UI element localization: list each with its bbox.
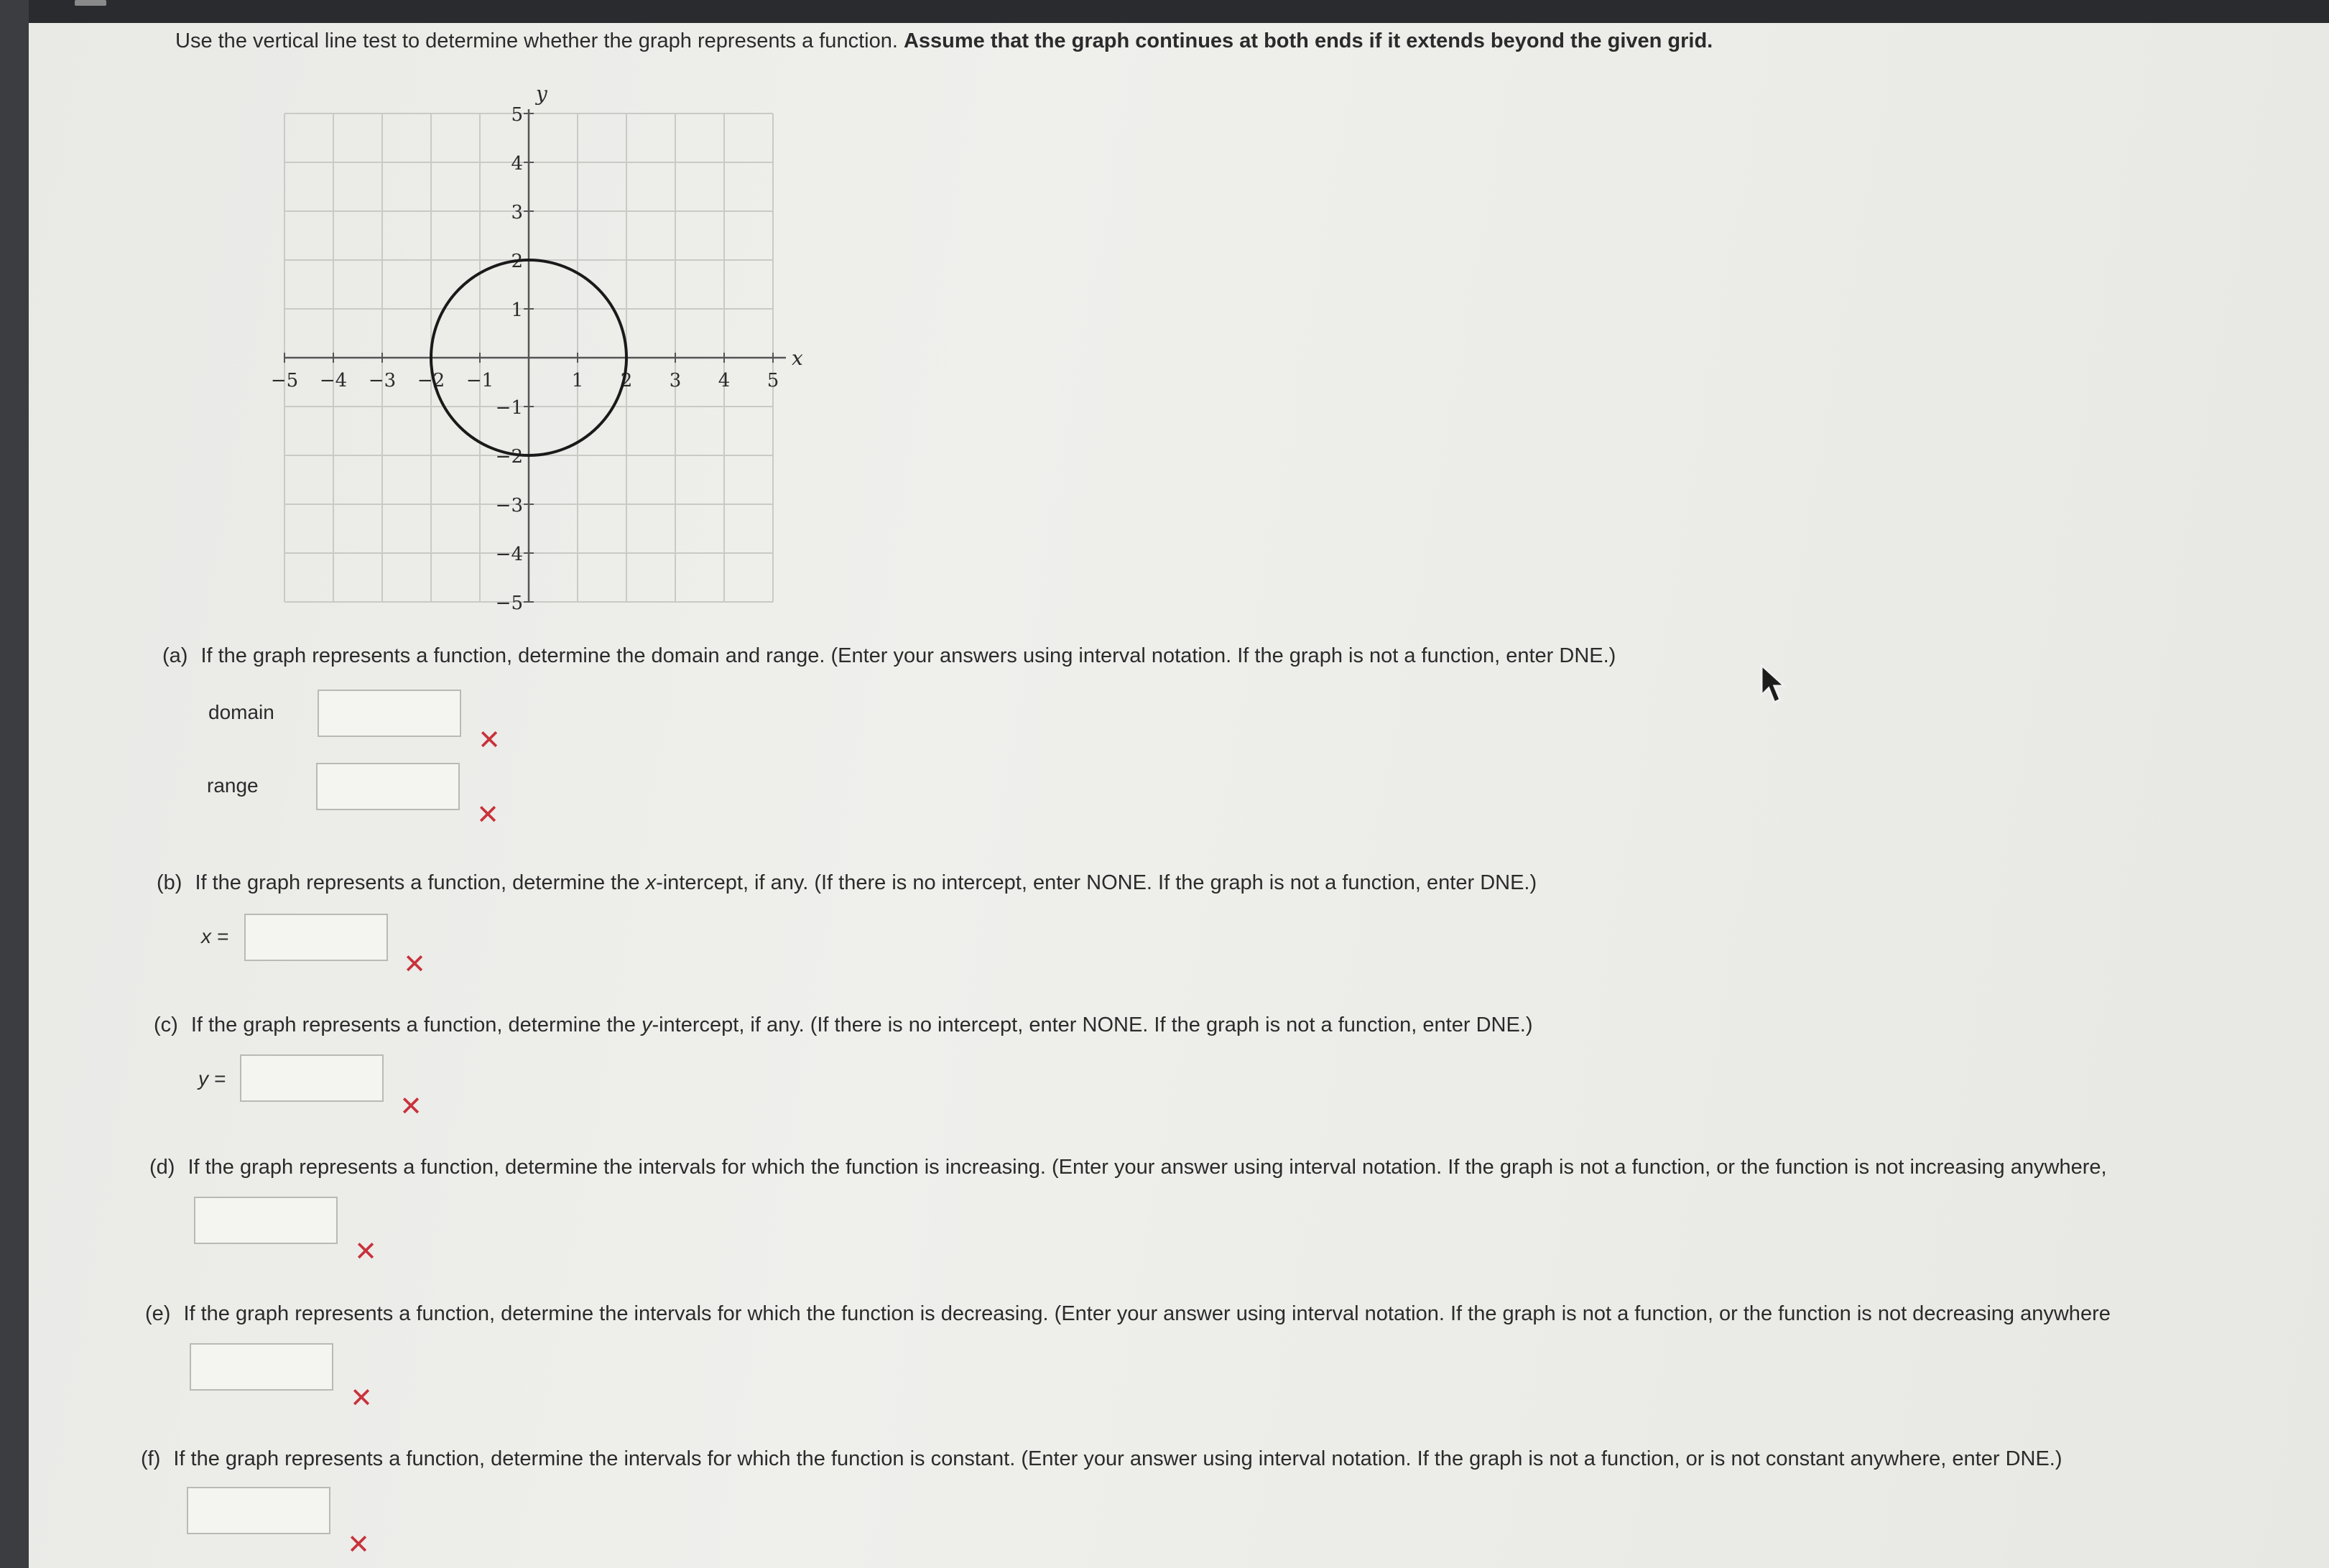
range-input[interactable] <box>316 763 460 810</box>
window-grip <box>75 0 106 6</box>
part-f-text: If the graph represents a function, determine the intervals for which the function is constant. (Enter your answer using interval notation. If the graph is not a function, or is not constant anywhere, enter DNE.) <box>173 1447 2062 1470</box>
part-a-letter: (a) <box>162 644 188 667</box>
part-b-question <box>157 871 1537 895</box>
x-tick-label: −1 <box>466 370 494 391</box>
range-label: range <box>207 774 259 797</box>
increasing-incorrect-icon: ✕ <box>354 1237 377 1267</box>
part-e-text: If the graph represents a function, determine the intervals for which the function is decreasing. (Enter your answer using interval notation. If the graph is not a function, or the function is not decreasing anywhere <box>183 1302 2111 1325</box>
graph-axes <box>284 109 786 602</box>
domain-input[interactable] <box>318 690 461 737</box>
decreasing-input[interactable] <box>190 1343 333 1391</box>
y-tick-label: 5 <box>511 104 523 126</box>
x-tick-label: −4 <box>319 370 348 391</box>
x-axis-label: x <box>792 346 803 370</box>
y-intercept-incorrect-icon: ✕ <box>399 1092 422 1122</box>
y-tick-label: −5 <box>495 593 523 614</box>
part-c-letter: (c) <box>154 1013 178 1036</box>
decreasing-incorrect-icon: ✕ <box>350 1383 373 1414</box>
x-tick-label: 1 <box>571 370 584 391</box>
mouse-pointer-icon <box>1759 664 1787 707</box>
graph-ticks <box>271 104 779 614</box>
part-e-letter: (e) <box>145 1302 171 1325</box>
domain-incorrect-icon: ✕ <box>478 725 501 756</box>
part-c-text-before: If the graph represents a function, determine the <box>190 1013 642 1036</box>
y-tick-label: 2 <box>511 251 523 272</box>
part-a-text: If the graph represents a function, determine the domain and range. (Enter your answers using interval notation. If the graph is not a function, enter DNE.) <box>200 644 1616 667</box>
part-d-question <box>149 1155 2107 1179</box>
part-c-question <box>154 1013 1533 1037</box>
x-tick-label: −3 <box>368 370 397 391</box>
part-b-letter: (b) <box>157 871 182 894</box>
range-incorrect-icon: ✕ <box>476 800 499 830</box>
y-tick-label: 3 <box>511 202 523 223</box>
instructions <box>175 29 1713 53</box>
instructions-bold: Assume that the graph continues at both ends if it extends beyond the given grid. <box>903 29 1713 52</box>
y-tick-label: −1 <box>495 397 523 419</box>
browser-top-bar <box>0 0 2329 23</box>
x-tick-label: −2 <box>417 370 445 391</box>
instructions-plain: Use the vertical line test to determine whether the graph represents a function. <box>175 29 898 52</box>
part-b-text-before: If the graph represents a function, determine the <box>195 871 646 894</box>
y-tick-label: 4 <box>511 153 523 175</box>
part-f-question <box>141 1447 2062 1471</box>
function-graph <box>259 79 833 625</box>
part-f-letter: (f) <box>141 1447 161 1470</box>
x-tick-label: 2 <box>620 370 633 391</box>
x-tick-label: 3 <box>669 370 682 391</box>
x-tick-label: −5 <box>270 370 299 391</box>
part-d-text: If the graph represents a function, determine the intervals for which the function is increasing. (Enter your answer using interval notation. If the graph is not a function, or the function is not increasing anywhere, <box>187 1156 2107 1179</box>
x-tick-label: 4 <box>718 370 731 391</box>
screen-left-edge <box>0 0 29 1568</box>
part-b-text-after: -intercept, if any. (If there is no intercept, enter NONE. If the graph is not a function, enter DNE.) <box>656 871 1537 894</box>
x-equals-label: x = <box>201 925 229 947</box>
domain-label: domain <box>208 701 274 723</box>
y-intercept-input[interactable] <box>240 1054 384 1102</box>
part-d-letter: (d) <box>149 1156 175 1179</box>
y-tick-label: 1 <box>511 300 523 321</box>
y-tick-label: −3 <box>495 495 523 516</box>
x-intercept-incorrect-icon: ✕ <box>403 950 426 980</box>
y-tick-label: −4 <box>495 544 523 565</box>
x-intercept-input[interactable] <box>244 914 388 961</box>
increasing-input[interactable] <box>194 1197 338 1244</box>
constant-input[interactable] <box>187 1487 330 1534</box>
x-tick-label: 5 <box>767 370 779 391</box>
constant-incorrect-icon: ✕ <box>347 1530 370 1560</box>
y-axis-label: y <box>536 82 547 106</box>
part-c-text-after: -intercept, if any. (If there is no intercept, enter NONE. If the graph is not a function, enter DNE.) <box>652 1013 1533 1036</box>
part-c-var: y <box>641 1013 652 1036</box>
part-b-var: x <box>645 871 657 894</box>
part-a-question <box>162 644 1616 668</box>
part-e-question <box>145 1302 2111 1326</box>
y-tick-label: −2 <box>495 446 523 468</box>
y-equals-label: y = <box>198 1067 226 1090</box>
